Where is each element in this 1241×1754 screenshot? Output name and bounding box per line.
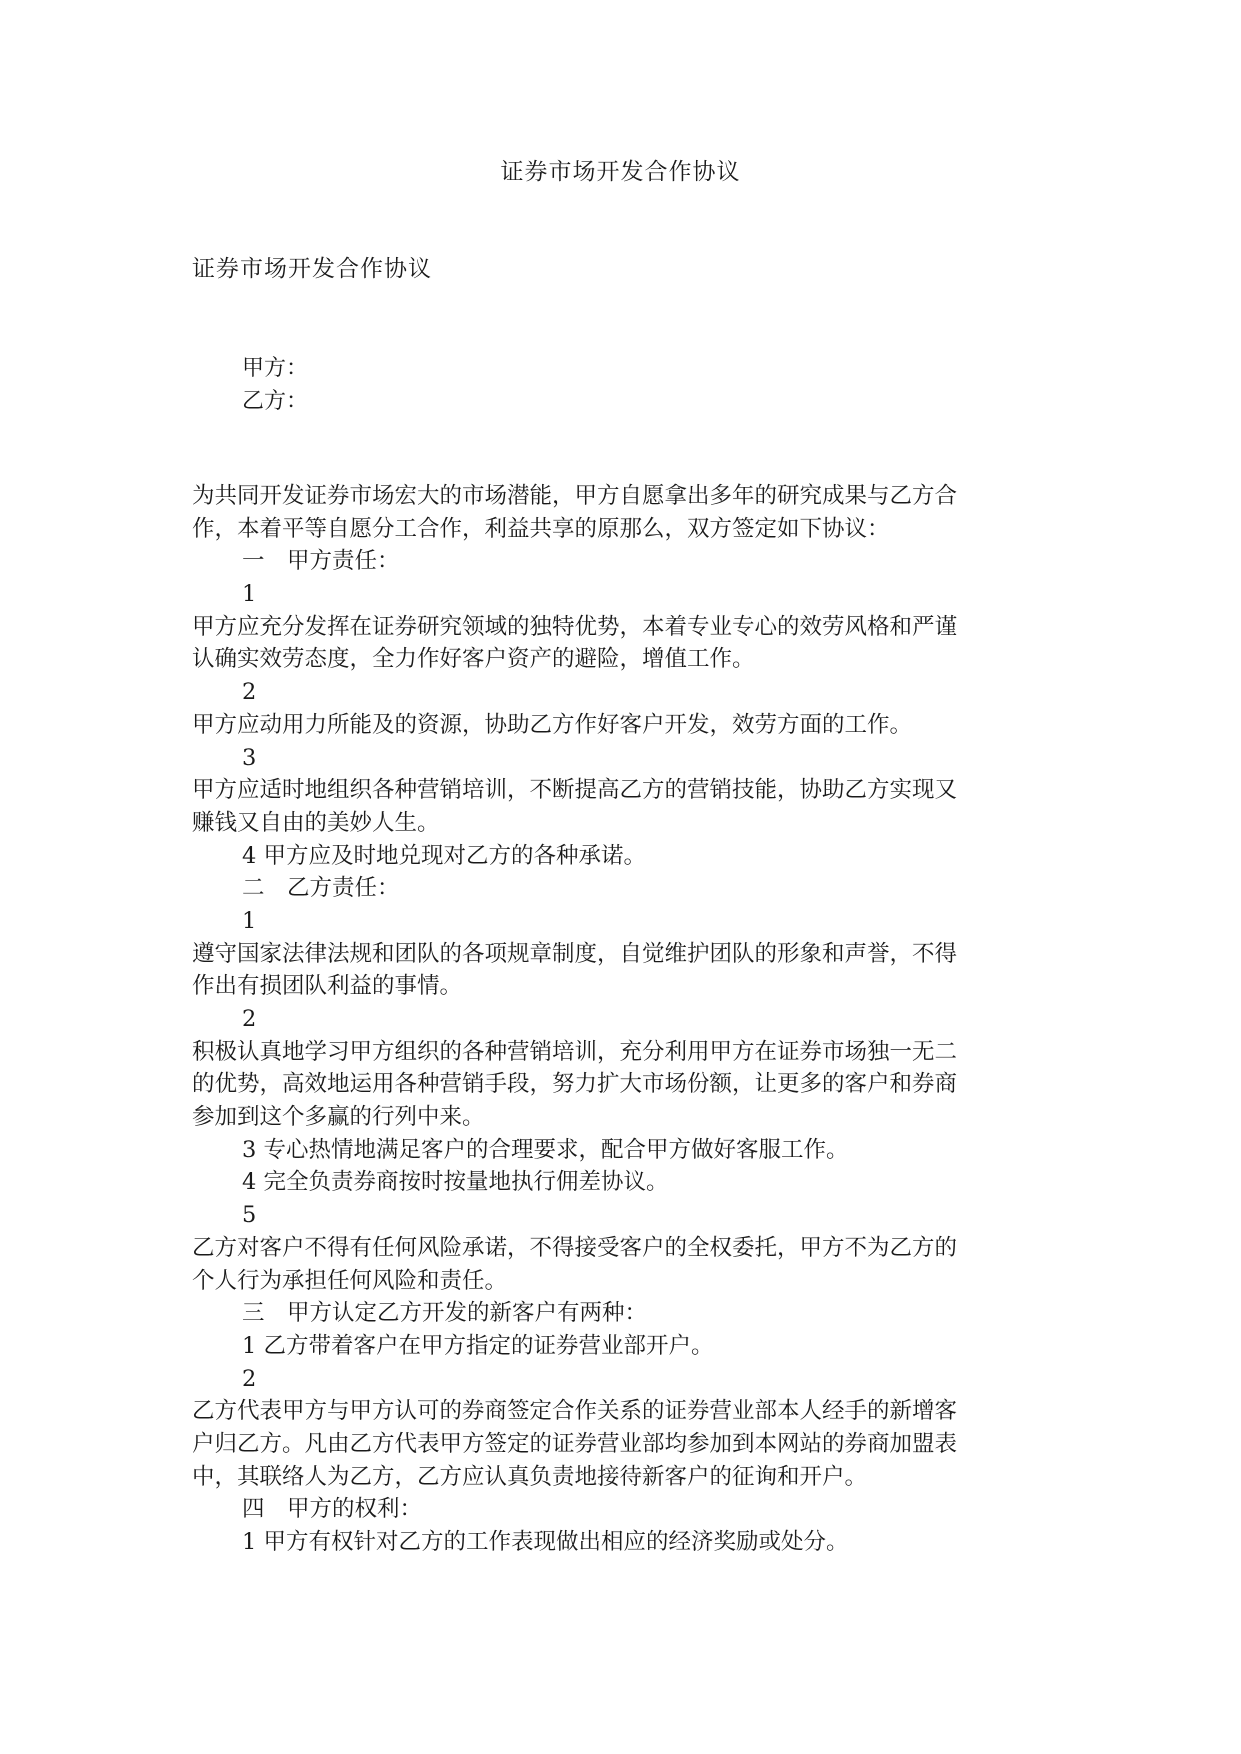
body-line: 为共同开发证券市场宏大的市场潜能，甲方自愿拿出多年的研究成果与乙方合 — [192, 483, 958, 509]
body-line: 认确实效劳态度，全力作好客户资产的避险，增值工作。 — [192, 646, 755, 673]
document-title: 证券市场开发合作协议 — [500, 159, 741, 185]
body-line: 3 — [242, 744, 257, 771]
body-line: 个人行为承担任何风险和责任。 — [192, 1267, 508, 1294]
body-line: 2 — [242, 1365, 257, 1392]
body-line: 2 — [242, 1006, 257, 1032]
document-subtitle: 证券市场开发合作协议 — [192, 256, 432, 282]
body-line: 作，本着平等自愿分工合作，利益共享的原那么，双方签定如下协议： — [192, 515, 890, 542]
body-line: 积极认真地学习甲方组织的各种营销培训，充分利用甲方在证券市场独一无二 — [192, 1038, 958, 1065]
body-line: 遵守国家法律法规和团队的各项规章制度，自觉维护团队的形象和声誉，不得 — [192, 940, 958, 967]
body-line: 5 — [242, 1202, 257, 1229]
body-line: 的优势，高效地运用各种营销手段，努力扩大市场份额，让更多的客户和券商 — [192, 1071, 958, 1098]
body-line: 1 甲方有权针对乙方的工作表现做出相应的经济奖励或处分。 — [242, 1529, 849, 1555]
body-line: 四 甲方的权利： — [242, 1496, 423, 1523]
body-line: 甲方应充分发挥在证券研究领域的独特优势，本着专业专心的效劳风格和严谨 — [192, 613, 958, 640]
body-line: 3 专心热情地满足客户的合理要求，配合甲方做好客服工作。 — [242, 1136, 849, 1163]
body-line: 1 — [242, 907, 257, 934]
body-line: 参加到这个多赢的行列中来。 — [192, 1104, 485, 1131]
body-line: 4 甲方应及时地兑现对乙方的各种承诺。 — [242, 842, 646, 869]
body-line: 中，其联络人为乙方，乙方应认真负责地接待新客户的征询和开户。 — [192, 1463, 868, 1490]
body-line: 乙方对客户不得有任何风险承诺，不得接受客户的全权委托，甲方不为乙方的 — [192, 1234, 958, 1261]
parties-block — [242, 352, 308, 418]
body-line: 二 乙方责任： — [242, 875, 400, 902]
body-line: 2 — [242, 679, 257, 706]
party-a-label: 甲方： — [242, 356, 309, 381]
body-line: 1 乙方带着客户在甲方指定的证券营业部开户。 — [242, 1332, 714, 1359]
body-line: 甲方应动用力所能及的资源，协助乙方作好客户开发，效劳方面的工作。 — [192, 711, 913, 738]
body-line: 甲方应适时地组织各种营销培训，不断提高乙方的营销技能，协助乙方实现又 — [192, 777, 958, 804]
body-line: 1 — [242, 581, 257, 608]
body-line: 三 甲方认定乙方开发的新客户有两种： — [242, 1300, 648, 1327]
party-b-label: 乙方： — [242, 389, 309, 414]
body-line: 户归乙方。凡由乙方代表甲方签定的证券营业部均参加到本网站的券商加盟表 — [192, 1430, 958, 1457]
body-line: 一 甲方责任： — [242, 548, 400, 575]
body-line: 赚钱又自由的美妙人生。 — [192, 809, 440, 836]
body-line: 4 完全负责券商按时按量地执行佣差协议。 — [242, 1169, 669, 1196]
body-line: 乙方代表甲方与甲方认可的券商签定合作关系的证券营业部本人经手的新增客 — [192, 1398, 958, 1425]
body-line: 作出有损团队利益的事情。 — [192, 973, 463, 1000]
agreement-body — [192, 480, 1052, 1559]
